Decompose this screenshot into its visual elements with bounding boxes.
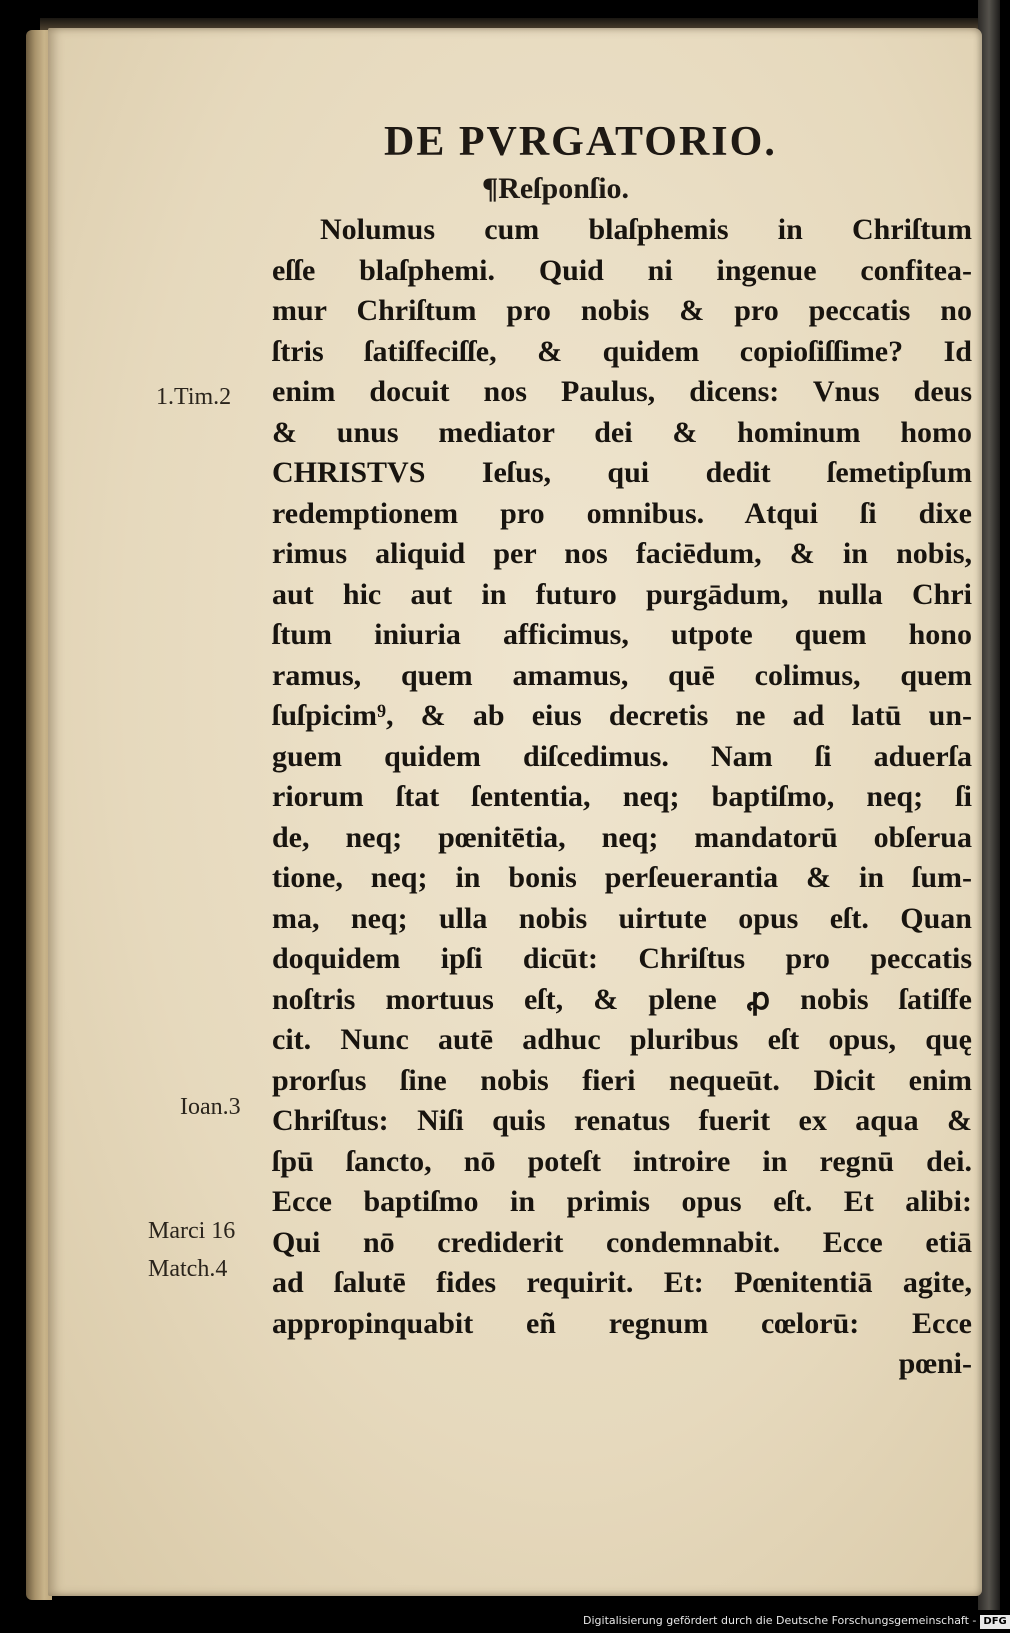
margin-note: Marci 16	[148, 1218, 236, 1244]
body-text	[272, 210, 972, 1385]
text-line: ſuſpicim⁹, & ab eius decretis ne ad latū un-	[272, 699, 972, 732]
text-line: aut hic aut in futuro purgādum, nulla Chri	[272, 577, 972, 611]
text-line: ſpū ſancto, nō poteſt introire in regnū dei.	[272, 1144, 972, 1178]
digitization-credit	[583, 1612, 1010, 1630]
text-line: ramus, quem amamus, quē colimus, quem	[272, 658, 972, 692]
margin-note: Match.4	[148, 1256, 228, 1282]
text-line: riorum ſtat ſententia, neq; baptiſmo, neq; ſi	[272, 780, 972, 813]
page-heading: DE PVRGATORIO.	[384, 119, 777, 165]
text-line: & unus mediator dei & hominum homo	[272, 415, 972, 449]
text-line: tione, neq; in bonis perſeuerantia & in ſum-	[272, 861, 972, 894]
text-line: appropinquabit eñ regnum cœlorū: Ecce	[272, 1306, 972, 1340]
text-line: eſſe blaſphemi. Quid ni ingenue confitea-	[272, 253, 972, 287]
text-line: redemptionem pro omnibus. Atqui ſi dixe	[272, 496, 972, 530]
text-line: guem quidem diſcedimus. Nam ſi aduerſa	[272, 739, 972, 773]
text-line: de, neq; pœnitētia, neq; mandatorū obſerua	[272, 820, 972, 854]
text-line: ma, neq; ulla nobis uirtute opus eſt. Quan	[272, 901, 972, 935]
text-line: Ecce baptiſmo in primis opus eſt. Et alibi:	[272, 1185, 972, 1218]
text-line: Nolumus cum blaſphemis in Chriſtum	[320, 213, 972, 246]
text-line: ad ſalutē fides requirit. Et: Pœnitentiā agite,	[272, 1266, 972, 1299]
text-line: noſtris mortuus eſt, & plene ꝓ nobis ſatiſfe	[272, 982, 972, 1016]
text-line: rimus aliquid per nos faciēdum, & in nobis,	[272, 537, 972, 570]
text-line: cit. Nunc autē adhuc pluribus eſt opus, quę	[272, 1023, 972, 1056]
text-line: ſtum iniuria afficimus, utpote quem hono	[272, 618, 972, 651]
text-line: ſtris ſatiſfeciſſe, & quidem copioſiſſime? Id	[272, 334, 972, 368]
margin-note: 1.Tim.2	[156, 384, 232, 410]
text-line: doquidem ipſi dicūt: Chriſtus pro peccatis	[272, 942, 972, 975]
text-line: CHRISTVS Ieſus, qui dedit ſemetipſum	[272, 456, 972, 489]
section-subheading: ¶Reſponſio.	[482, 172, 630, 205]
footer-text: Digitalisierung gefördert durch die Deutsche Forschungsgemeinschaft -	[583, 1614, 977, 1627]
text-line: prorſus ſine nobis fieri nequeūt. Dicit enim	[272, 1063, 972, 1097]
text-line: Qui nō crediderit condemnabit. Ecce etiā	[272, 1225, 972, 1259]
text-line: mur Chriſtum pro nobis & pro peccatis no	[272, 294, 972, 327]
catchword: pœni-	[898, 1347, 972, 1380]
dfg-logo: DFG	[980, 1615, 1009, 1629]
text-line: Chriſtus: Niſi quis renatus fuerit ex aqua &	[272, 1104, 972, 1137]
margin-note: Ioan.3	[180, 1094, 241, 1120]
text-line: enim docuit nos Paulus, dicens: Vnus deus	[272, 375, 972, 408]
